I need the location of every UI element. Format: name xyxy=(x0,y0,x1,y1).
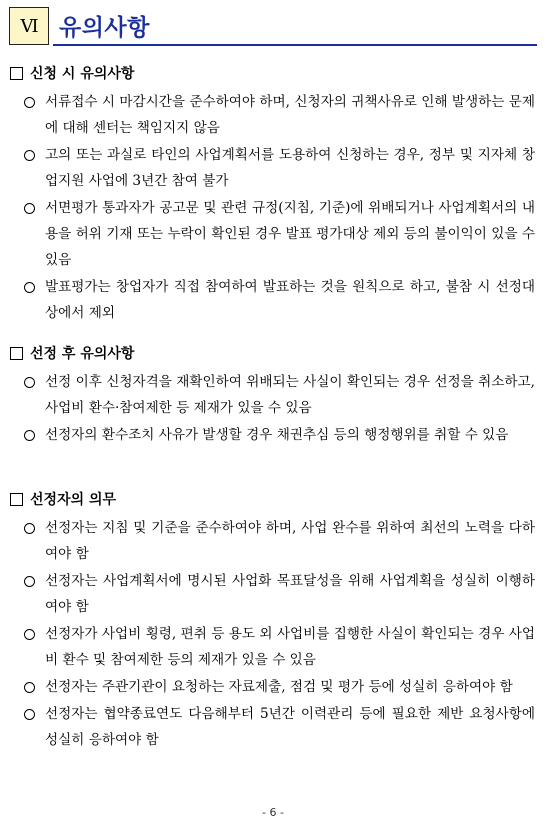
circle-bullet-icon xyxy=(24,682,35,693)
circle-bullet-icon xyxy=(24,709,35,720)
page-number: - 6 - xyxy=(262,806,284,819)
circle-bullet-icon xyxy=(24,97,35,108)
circle-bullet-icon xyxy=(24,430,35,441)
list-item xyxy=(9,195,537,273)
circle-bullet-icon xyxy=(24,629,35,640)
title-underline xyxy=(53,44,537,46)
circle-bullet-icon xyxy=(24,523,35,534)
list-item-text: 선정자는 협약종료연도 다음해부터 5년간 이력관리 등에 필요한 제반 요청사항에 성실히 응하여야 함 xyxy=(45,706,535,748)
section-title: 선정자의 의무 xyxy=(30,492,117,508)
circle-bullet-icon xyxy=(24,576,35,587)
list-item xyxy=(9,142,537,194)
section-application-notes xyxy=(9,62,537,327)
list-item xyxy=(9,515,537,567)
chapter-number-box: Ⅵ xyxy=(9,7,49,45)
list-item-text: 서류접수 시 마감시간을 준수하여야 하며, 신청자의 귀책사유로 인해 발생하는 문제에 대해 센터는 책임지지 않음 xyxy=(45,94,535,136)
list-item xyxy=(9,369,537,421)
list-item xyxy=(9,89,537,141)
list-item-text: 선정자는 사업계획서에 명시된 사업화 목표달성을 위해 사업계획을 성실히 이행하여야 함 xyxy=(45,573,535,615)
list-item-text: 선정자는 주관기관이 요청하는 자료제출, 점검 및 평가 등에 성실히 응하여야 함 xyxy=(45,679,513,695)
square-bullet-icon xyxy=(10,67,23,80)
list-item-text: 선정 이후 신청자격을 재확인하여 위배되는 사실이 확인되는 경우 선정을 취소하고, 사업비 환수·참여제한 등 제재가 있을 수 있음 xyxy=(45,374,535,416)
section-heading xyxy=(9,342,537,364)
chapter-title: 유의사항 xyxy=(59,15,150,41)
list-item xyxy=(9,274,537,326)
list-item xyxy=(9,621,537,673)
section-title: 신청 시 유의사항 xyxy=(30,66,135,82)
section-heading xyxy=(9,62,537,84)
section-selectee-obligations xyxy=(9,488,537,754)
square-bullet-icon xyxy=(10,493,23,506)
circle-bullet-icon xyxy=(24,150,35,161)
section-title: 선정 후 유의사항 xyxy=(30,346,135,362)
list-item-text: 선정자의 환수조치 사유가 발생할 경우 채권추심 등의 행정행위를 취할 수 있음 xyxy=(45,427,509,443)
list-item xyxy=(9,701,537,753)
circle-bullet-icon xyxy=(24,203,35,214)
circle-bullet-icon xyxy=(24,377,35,388)
list-item xyxy=(9,674,537,700)
list-item-text: 발표평가는 창업자가 직접 참여하여 발표하는 것을 원칙으로 하고, 불참 시 선정대상에서 제외 xyxy=(45,279,535,321)
square-bullet-icon xyxy=(10,347,23,360)
list-item-text: 선정자는 지침 및 기준을 준수하여야 하며, 사업 완수를 위하여 최선의 노력을 다하여야 함 xyxy=(45,520,535,562)
list-item xyxy=(9,568,537,620)
circle-bullet-icon xyxy=(24,282,35,293)
list-item-text: 선정자가 사업비 횡령, 편취 등 용도 외 사업비를 집행한 사실이 확인되는 경우 사업비 환수 및 참여제한 등의 제재가 있을 수 있음 xyxy=(45,626,535,668)
list-item-text: 고의 또는 과실로 타인의 사업계획서를 도용하여 신청하는 경우, 정부 및 지자체 창업지원 사업에 3년간 참여 불가 xyxy=(45,147,535,189)
section-heading xyxy=(9,488,537,510)
list-item xyxy=(9,422,537,448)
chapter-header xyxy=(9,7,537,45)
list-item-text: 서면평가 통과자가 공고문 및 관련 규정(지침, 기준)에 위배되거나 사업계획서의 내용을 허위 기재 또는 누락이 확인된 경우 발표 평가대상 제외 등의 불이익이 있을 수 있음 xyxy=(45,200,535,268)
section-post-selection-notes xyxy=(9,342,537,449)
